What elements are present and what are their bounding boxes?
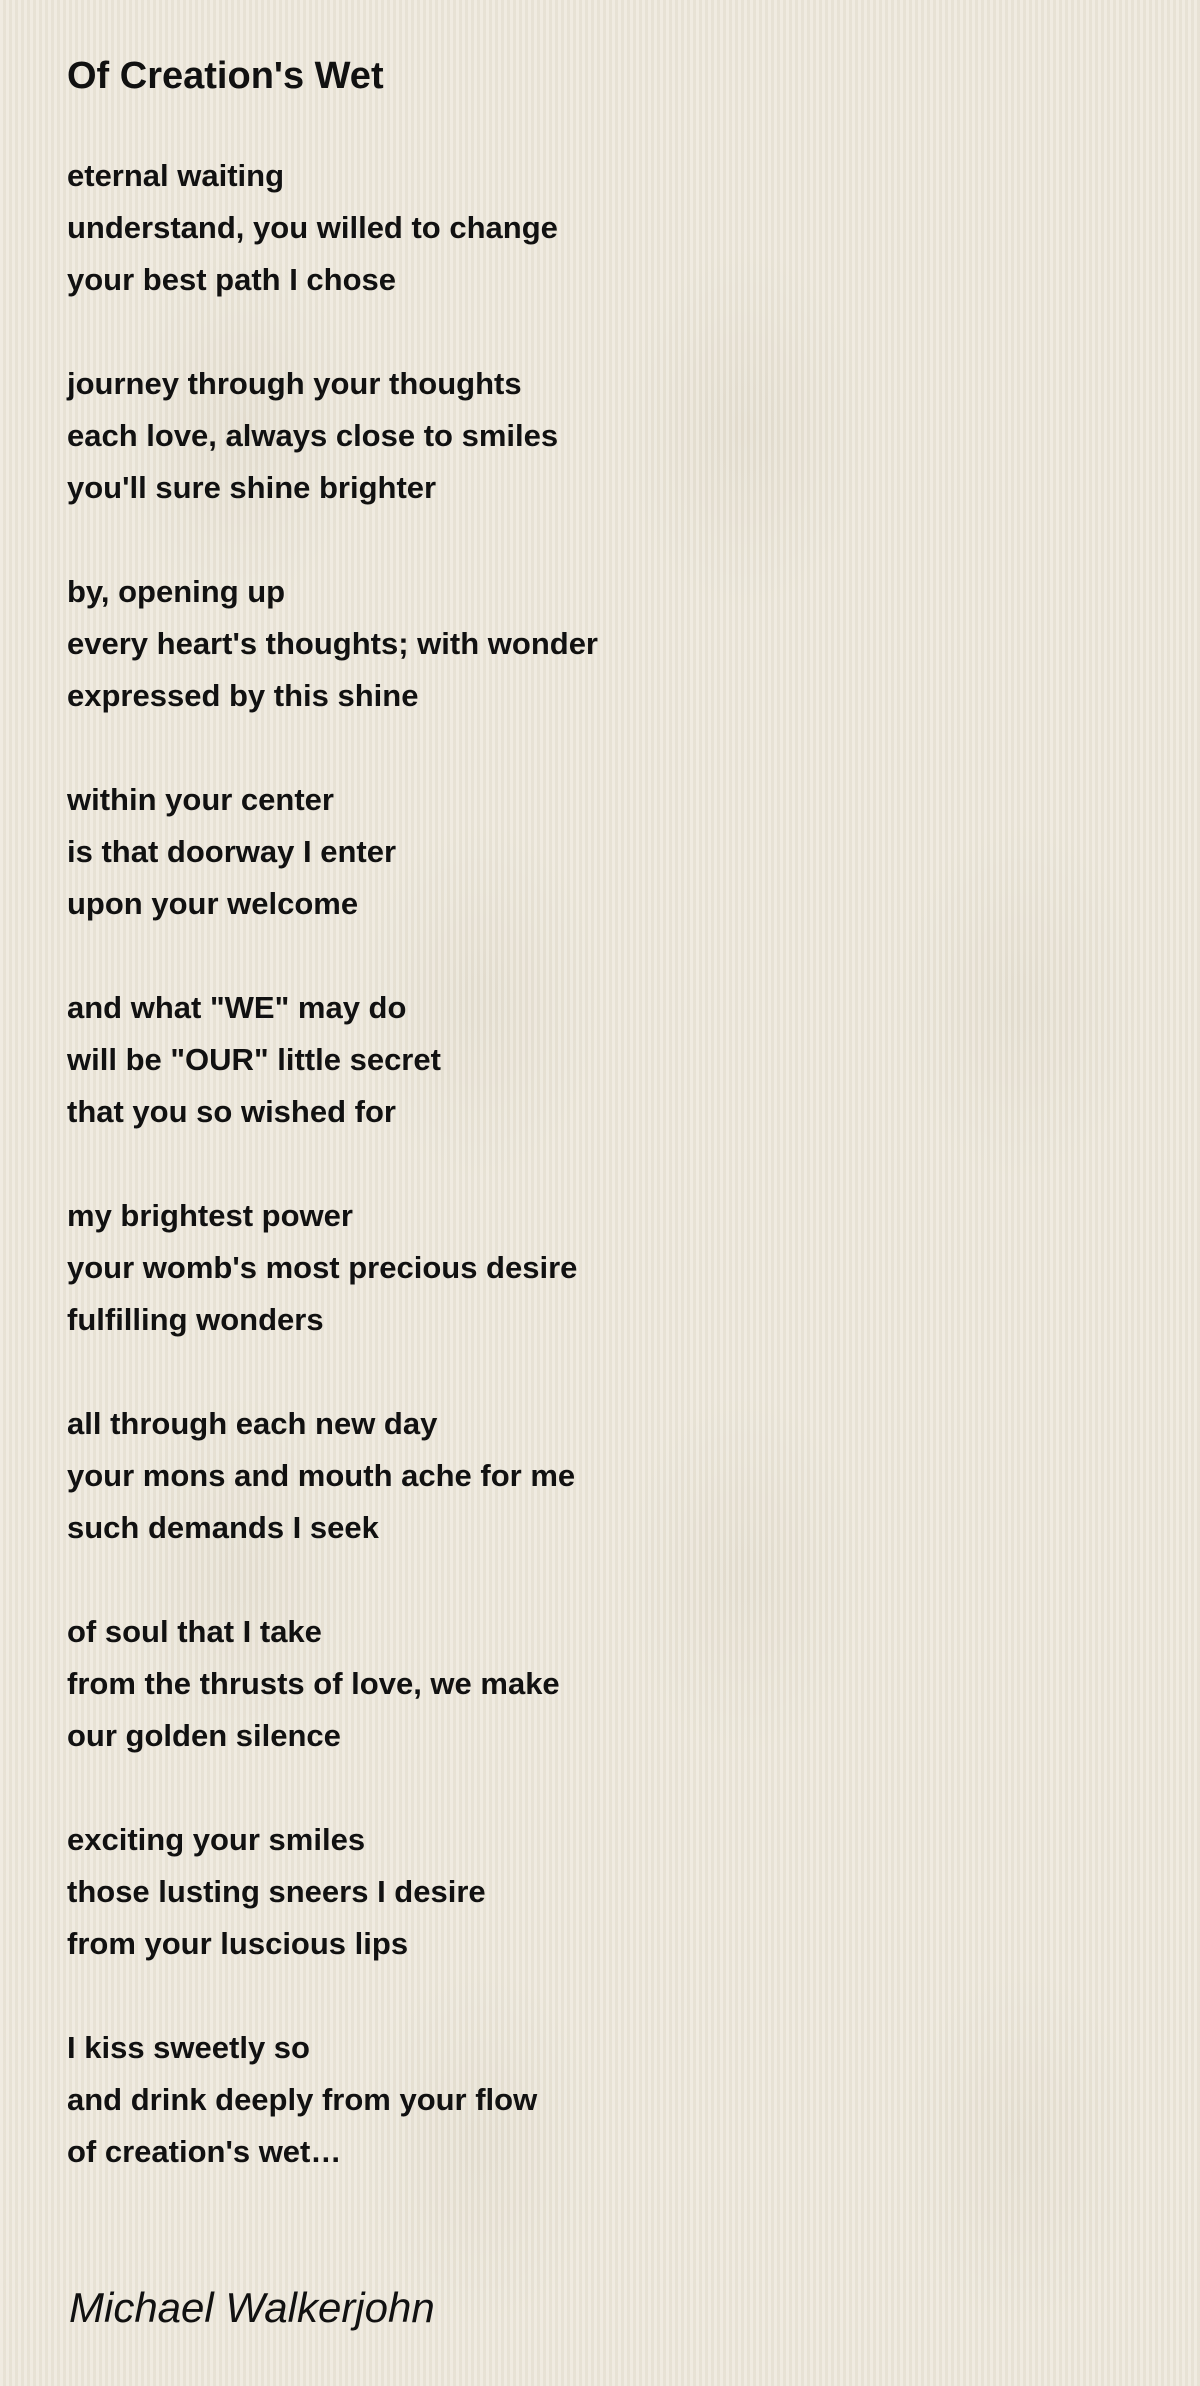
poem-line: expressed by this shine bbox=[67, 678, 419, 713]
poem-line: you'll sure shine brighter bbox=[67, 470, 437, 505]
poem-body bbox=[67, 150, 1127, 2178]
poem-line: all through each new day bbox=[67, 1406, 438, 1441]
poem-line: by, opening up bbox=[67, 574, 286, 609]
poem-line: understand, you willed to change bbox=[67, 210, 558, 245]
poem-line: from your luscious lips bbox=[67, 1926, 409, 1961]
poem-line: those lusting sneers I desire bbox=[67, 1874, 486, 1909]
stanza bbox=[67, 1190, 1127, 1346]
poem-line: within your center bbox=[67, 782, 334, 817]
poem-line: exciting your smiles bbox=[67, 1822, 366, 1857]
stanza bbox=[67, 358, 1127, 514]
stanza bbox=[67, 150, 1127, 306]
poem-line: upon your welcome bbox=[67, 886, 359, 921]
poem-line: of creation's wet… bbox=[67, 2134, 342, 2169]
poem-line: and what "WE" may do bbox=[67, 990, 407, 1025]
poem-line: every heart's thoughts; with wonder bbox=[67, 626, 598, 661]
poem-line: your best path I chose bbox=[67, 262, 397, 297]
poem-line: our golden silence bbox=[67, 1718, 341, 1753]
poem-line: that you so wished for bbox=[67, 1094, 396, 1129]
poem-line: will be "OUR" little secret bbox=[67, 1042, 441, 1077]
stanza bbox=[67, 774, 1127, 930]
stanza bbox=[67, 2022, 1127, 2178]
poem-line: I kiss sweetly so bbox=[67, 2030, 310, 2065]
poem-line: your womb's most precious desire bbox=[67, 1250, 578, 1285]
poem-title: Of Creation's Wet bbox=[67, 55, 384, 97]
stanza bbox=[67, 982, 1127, 1138]
poem-line: each love, always close to smiles bbox=[67, 418, 559, 453]
stanza bbox=[67, 566, 1127, 722]
poem-line: such demands I seek bbox=[67, 1510, 379, 1545]
poem-line: eternal waiting bbox=[67, 158, 285, 193]
stanza bbox=[67, 1398, 1127, 1554]
poem-line: from the thrusts of love, we make bbox=[67, 1666, 560, 1701]
poem-line: fulfilling wonders bbox=[67, 1302, 324, 1337]
stanza bbox=[67, 1606, 1127, 1762]
poem-author: Michael Walkerjohn bbox=[69, 2284, 435, 2331]
poem-line: journey through your thoughts bbox=[67, 366, 522, 401]
stanza bbox=[67, 1814, 1127, 1970]
poem-line: my brightest power bbox=[67, 1198, 353, 1233]
poem-line: of soul that I take bbox=[67, 1614, 322, 1649]
poem-line: and drink deeply from your flow bbox=[67, 2082, 538, 2117]
poem-line: is that doorway I enter bbox=[67, 834, 397, 869]
poem-line: your mons and mouth ache for me bbox=[67, 1458, 576, 1493]
poem-card bbox=[67, 48, 1127, 2230]
